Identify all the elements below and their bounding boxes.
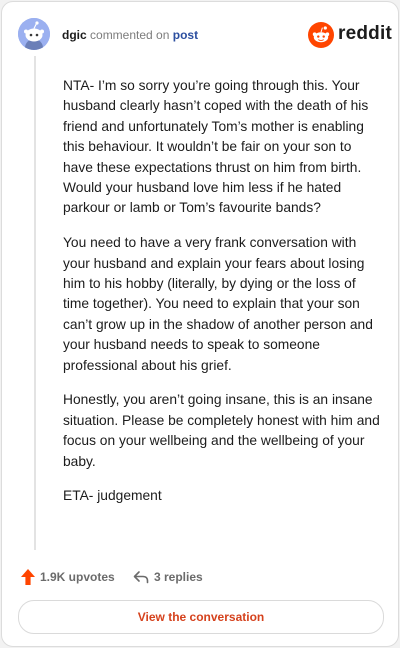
upvote-button[interactable] [20, 567, 120, 587]
action-text: commented on [90, 28, 170, 42]
avatar[interactable] [18, 18, 50, 50]
comment-paragraph: NTA- I’m so sorry you’re going through this. Your husband clearly hasn’t coped with the death of his friend and unfortunately Tom’s mother is enabling this behaviour. It wouldn’t be fair on your son to have these expectations thrust on him from birth. Would your husband love him less if he hated parkour or lamb or Tom’s favourite bands? [63, 78, 369, 216]
snoo-avatar-icon [18, 18, 50, 50]
replies-button[interactable] [133, 567, 213, 587]
comment-body [63, 76, 381, 521]
comment-card [1, 1, 399, 647]
comment-actions [20, 567, 382, 587]
comment-header [18, 18, 392, 52]
reddit-brand[interactable] [308, 22, 392, 48]
reply-arrow-icon [133, 569, 149, 585]
post-link[interactable]: post [172, 28, 199, 42]
upvote-count: 1.9K upvotes [40, 570, 115, 584]
reply-count: 3 replies [154, 570, 203, 584]
reddit-logo-icon [308, 22, 334, 48]
upvote-arrow-icon [20, 568, 36, 586]
comment-paragraph: Honestly, you aren’t going insane, this is an insane situation. Please be completely honest with him and focus on your wellbeing and the wellbeing of your baby. [63, 392, 380, 469]
brand-name: reddit [338, 23, 392, 44]
comment-meta [62, 27, 198, 43]
comment-paragraph: ETA- judgement [63, 488, 162, 504]
username-link[interactable]: dgic [62, 28, 87, 42]
view-conversation-button[interactable]: View the conversation [18, 600, 384, 634]
thread-line [34, 56, 36, 550]
comment-paragraph: You need to have a very frank conversation with your husband and explain your fears about losing him to his hobby (literally, by dying or the loss of time together). You need to explain that your son can’t grow up in the shadow of another person and your husband needs to speak to someone professional about his grief. [63, 235, 373, 373]
